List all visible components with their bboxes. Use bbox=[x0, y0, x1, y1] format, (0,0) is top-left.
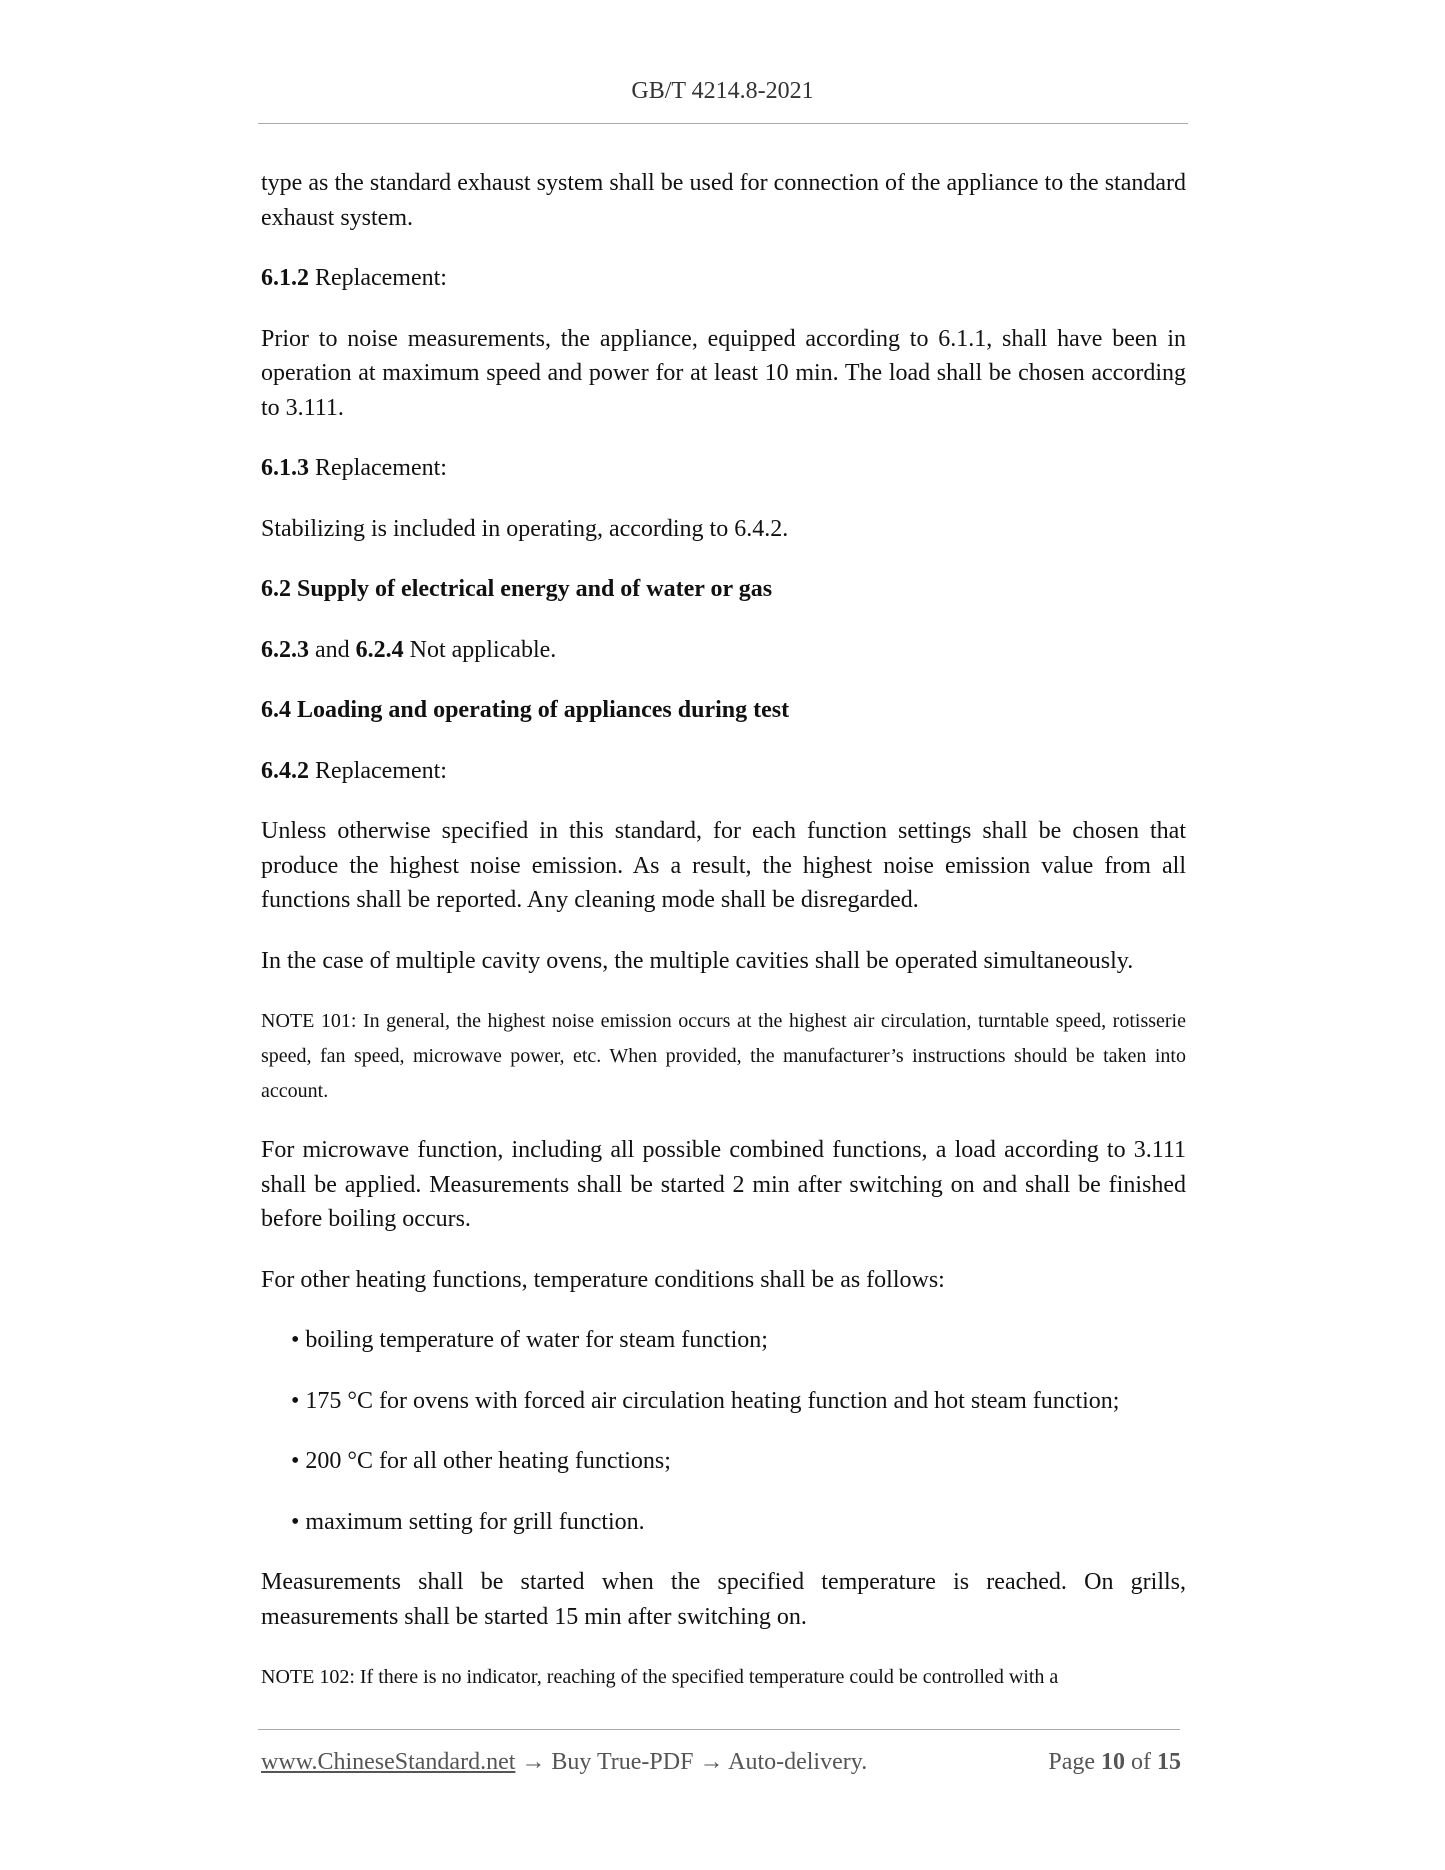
header-divider bbox=[258, 123, 1188, 124]
list-item: • 200 °C for all other heating functions; bbox=[291, 1448, 671, 1474]
note-102: NOTE 102: If there is no indicator, reaching of the specified temperature could be controlled with a bbox=[261, 1666, 1059, 1688]
clause-6-4-2 bbox=[261, 754, 1186, 789]
paragraph: For microwave function, including all possible combined functions, a load according to 3.111 shall be applied. Measurements shall be started 2 min after switching on and shall be finished before boiling occurs. bbox=[261, 1137, 1186, 1232]
section-heading-6-4: 6.4 Loading and operating of appliances during test bbox=[261, 697, 790, 723]
website-link[interactable]: www.ChineseStandard.net bbox=[261, 1749, 516, 1775]
page-total: 15 bbox=[1157, 1749, 1181, 1775]
page-indicator bbox=[1048, 1749, 1181, 1776]
page-number: 10 bbox=[1101, 1749, 1125, 1775]
paragraph: Prior to noise measurements, the appliance, equipped according to 6.1.1, shall have been in operation at maximum speed and power for at least 10 min. The load shall be chosen according to 3.111. bbox=[261, 325, 1186, 421]
clause-6-2-3 bbox=[261, 633, 1186, 668]
clause-6-1-3 bbox=[261, 451, 1186, 486]
paragraph: For other heating functions, temperature conditions shall be as follows: bbox=[261, 1266, 945, 1293]
clause-label: Not applicable. bbox=[403, 636, 557, 663]
clause-number: 6.2.3 bbox=[261, 636, 309, 663]
paragraph: Measurements shall be started when the specified temperature is reached. On grills, measurements shall be started 15 min after switching on. bbox=[261, 1569, 1186, 1630]
paragraph: Stabilizing is included in operating, according to 6.4.2. bbox=[261, 515, 789, 542]
page-header: GB/T 4214.8-2021 bbox=[631, 78, 814, 104]
conjunction: and bbox=[309, 636, 356, 663]
document-body bbox=[261, 166, 1186, 1695]
paragraph: Unless otherwise specified in this standard, for each function settings shall be chosen that produce the highest noise emission. As a result, the highest noise emission value from all functions shall be reported. Any cleaning mode shall be disregarded. bbox=[261, 818, 1186, 913]
clause-label: Replacement: bbox=[309, 757, 447, 784]
clause-number: 6.4.2 bbox=[261, 757, 309, 784]
clause-label: Replacement: bbox=[309, 455, 447, 481]
clause-number: 6.1.3 bbox=[261, 455, 309, 481]
paragraph: In the case of multiple cavity ovens, the multiple cavities shall be operated simultaneously. bbox=[261, 947, 1134, 974]
list-item: • maximum setting for grill function. bbox=[291, 1508, 645, 1535]
paragraph: type as the standard exhaust system shall be used for connection of the appliance to the standard exhaust system. bbox=[261, 170, 1186, 231]
of-label: of bbox=[1125, 1749, 1157, 1775]
list-item: • boiling temperature of water for steam function; bbox=[291, 1327, 768, 1353]
page-label: Page bbox=[1048, 1749, 1101, 1775]
promo-text: → Buy True-PDF → Auto-delivery. bbox=[515, 1749, 868, 1775]
note-101: NOTE 101: In general, the highest noise emission occurs at the highest air circulation, turntable speed, rotisserie speed, fan speed, microwave power, etc. When provided, the manufacturer’s instructions should be taken into account. bbox=[261, 1010, 1186, 1102]
clause-number: 6.1.2 bbox=[261, 265, 309, 291]
footer-divider bbox=[258, 1729, 1180, 1730]
clause-label: Replacement: bbox=[309, 265, 447, 291]
footer-promo bbox=[261, 1749, 867, 1776]
section-heading-6-2: 6.2 Supply of electrical energy and of water or gas bbox=[261, 576, 773, 602]
clause-number: 6.2.4 bbox=[355, 636, 404, 663]
list-item: • 175 °C for ovens with forced air circulation heating function and hot steam function; bbox=[291, 1387, 1120, 1414]
clause-6-1-2 bbox=[261, 261, 1186, 296]
